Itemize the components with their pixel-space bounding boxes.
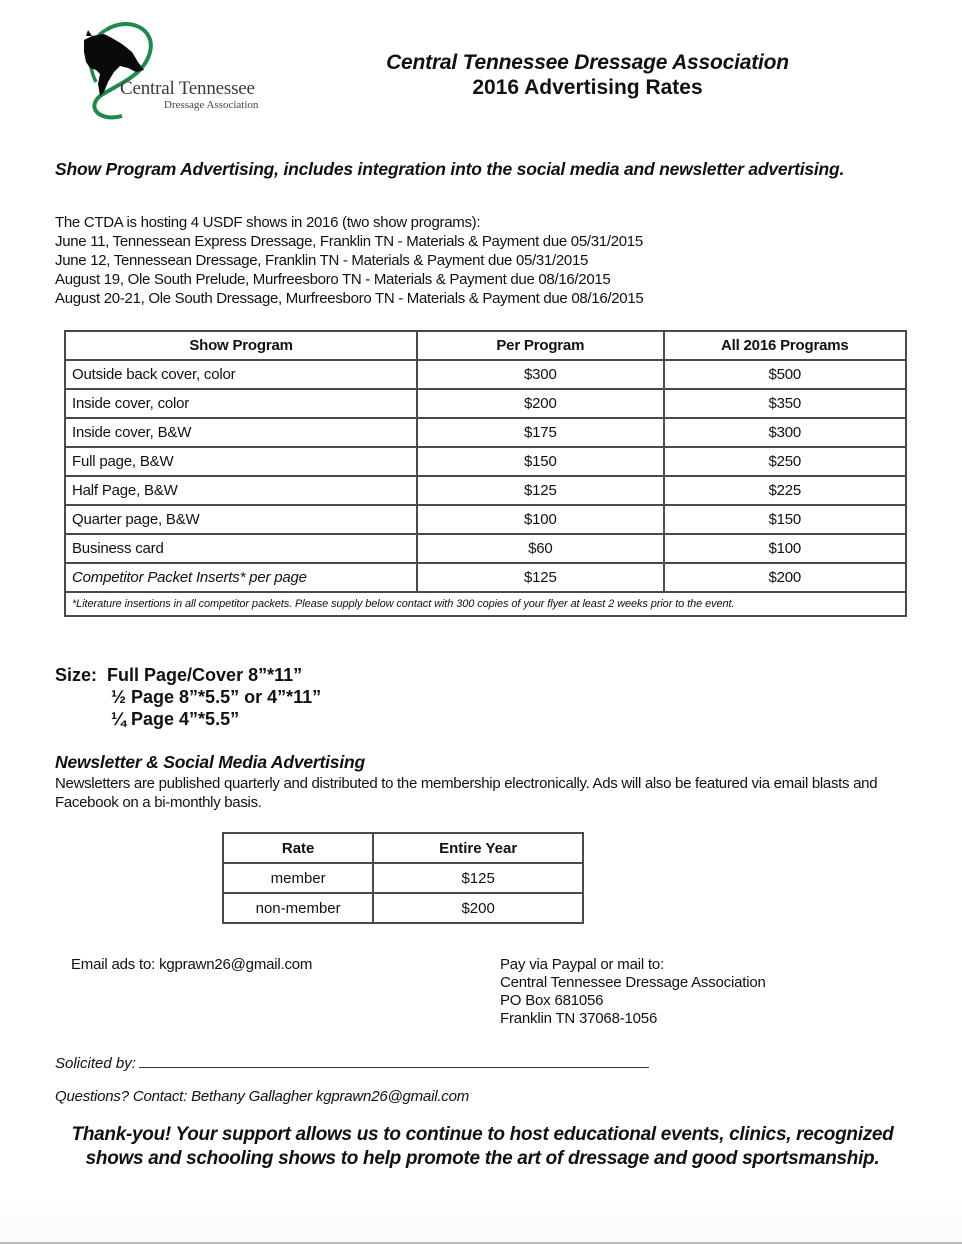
table-row — [65, 563, 906, 592]
rate-type: member — [223, 863, 373, 893]
column-header: All 2016 Programs — [664, 331, 906, 360]
table-row — [65, 418, 906, 447]
table-row — [65, 389, 906, 418]
rate-price: $125 — [373, 863, 583, 893]
size-quarter: ¼ Page 4”*5.5” — [111, 709, 240, 729]
ad-item: Outside back cover, color — [65, 360, 417, 389]
ad-item: Inside cover, color — [65, 389, 417, 418]
column-header: Rate — [223, 833, 373, 863]
show-item: June 11, Tennessean Express Dressage, Franklin TN - Materials & Payment due 05/31/2015 — [55, 233, 643, 250]
newsletter-heading: Newsletter & Social Media Advertising — [55, 752, 365, 772]
per-program-price: $200 — [417, 389, 663, 418]
logo-subtitle: Dressage Association — [164, 99, 259, 111]
per-program-price: $125 — [417, 563, 663, 592]
rate-price: $200 — [373, 893, 583, 923]
size-half: ½ Page 8”*5.5” or 4”*11” — [111, 687, 322, 707]
all-programs-price: $300 — [664, 418, 906, 447]
table-row — [65, 534, 906, 563]
newsletter-description: Newsletters are published quarterly and distributed to the membership electronically. Ads will also be featured via email blasts and Facebook on a bi-monthly basis. — [55, 775, 878, 811]
per-program-price: $175 — [417, 418, 663, 447]
document-title — [330, 50, 845, 100]
ad-item: Inside cover, B&W — [65, 418, 417, 447]
per-program-price: $100 — [417, 505, 663, 534]
table-row — [65, 360, 906, 389]
ctda-logo — [78, 22, 278, 122]
show-item: June 12, Tennessean Dressage, Franklin TN - Materials & Payment due 05/31/2015 — [55, 252, 589, 269]
logo-name: Central Tennessee — [120, 78, 255, 99]
pay-line: PO Box 681056 — [500, 992, 604, 1009]
show-program-heading: Show Program Advertising, includes integration into the social media and newsletter advertising. — [55, 159, 845, 179]
table-footnote: *Literature insertions in all competitor packets. Please supply below contact with 300 copies of your flyer at least 2 weeks prior to the event. — [65, 592, 906, 616]
all-programs-price: $350 — [664, 389, 906, 418]
pay-line: Pay via Paypal or mail to: — [500, 956, 665, 973]
table-row — [223, 893, 583, 923]
table-footnote-row — [65, 592, 906, 616]
pay-line: Central Tennessee Dressage Association — [500, 974, 766, 991]
org-title: Central Tennessee Dressage Association — [386, 51, 789, 74]
size-full: Full Page/Cover 8”*11” — [107, 665, 303, 685]
thank-you-message: Thank-you! Your support allows us to continue to host educational events, clinics, recognized shows and schooling shows to help promote the art of dressage and good sportsmanship. — [71, 1124, 894, 1169]
column-header: Show Program — [65, 331, 417, 360]
table-header-row — [223, 833, 583, 863]
per-program-price: $60 — [417, 534, 663, 563]
ad-item: Full page, B&W — [65, 447, 417, 476]
table-row — [223, 863, 583, 893]
per-program-price: $125 — [417, 476, 663, 505]
ad-item: Quarter page, B&W — [65, 505, 417, 534]
column-header: Entire Year — [373, 833, 583, 863]
sizes-label: Size: — [55, 665, 98, 685]
table-row — [65, 447, 906, 476]
all-programs-price: $225 — [664, 476, 906, 505]
show-item: August 19, Ole South Prelude, Murfreesboro TN - Materials & Payment due 08/16/2015 — [55, 271, 611, 288]
rates-title: 2016 Advertising Rates — [472, 76, 703, 99]
rate-type: non-member — [223, 893, 373, 923]
ad-sizes — [55, 664, 321, 730]
email-ads-line: Email ads to: kgprawn26@gmail.com — [71, 956, 313, 973]
solicited-blank-line[interactable] — [139, 1053, 649, 1068]
all-programs-price: $150 — [664, 505, 906, 534]
solicited-by-field — [55, 1053, 649, 1072]
all-programs-price: $100 — [664, 534, 906, 563]
ad-item: Competitor Packet Inserts* per page — [65, 563, 417, 592]
per-program-price: $150 — [417, 447, 663, 476]
newsletter-rates-table — [222, 832, 584, 924]
payment-address — [500, 956, 766, 1028]
table-row — [65, 505, 906, 534]
table-row — [65, 476, 906, 505]
show-item: August 20-21, Ole South Dressage, Murfreesboro TN - Materials & Payment due 08/16/2015 — [55, 290, 644, 307]
show-program-rates-table — [64, 330, 907, 617]
page-edge — [0, 1200, 962, 1244]
per-program-price: $300 — [417, 360, 663, 389]
ad-item: Business card — [65, 534, 417, 563]
show-list — [55, 213, 643, 308]
ad-item: Half Page, B&W — [65, 476, 417, 505]
solicited-label: Solicited by: — [55, 1055, 136, 1072]
questions-contact: Questions? Contact: Bethany Gallagher kgprawn26@gmail.com — [55, 1088, 470, 1105]
all-programs-price: $250 — [664, 447, 906, 476]
column-header: Per Program — [417, 331, 663, 360]
pay-line: Franklin TN 37068-1056 — [500, 1010, 658, 1027]
all-programs-price: $500 — [664, 360, 906, 389]
show-intro: The CTDA is hosting 4 USDF shows in 2016 (two show programs): — [55, 214, 481, 231]
table-header-row — [65, 331, 906, 360]
all-programs-price: $200 — [664, 563, 906, 592]
